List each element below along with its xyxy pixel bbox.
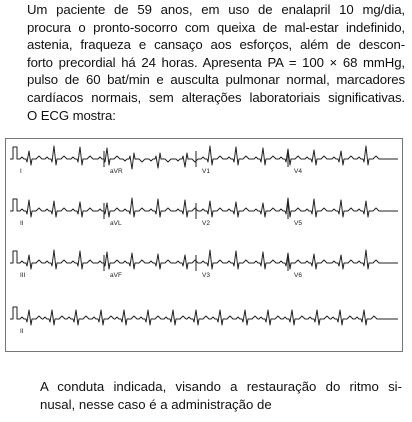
lead-label: II xyxy=(20,328,24,335)
lead-label: V3 xyxy=(202,272,210,279)
case-line: forto precordial há 24 horas. Apresenta PA = 100 × 68 mmHg, xyxy=(27,54,405,70)
lead-label: I xyxy=(20,168,22,175)
lead-label: V4 xyxy=(294,168,302,175)
lead-label: II xyxy=(20,220,24,227)
ecg-trace xyxy=(10,250,398,269)
question-line: A conduta indicada, visando a restauração do ritmo si- xyxy=(40,379,402,394)
lead-label: V5 xyxy=(294,220,302,227)
ecg-trace xyxy=(10,198,398,217)
ecg-trace xyxy=(10,146,398,169)
question-text xyxy=(40,378,402,413)
ecg-svg xyxy=(6,139,402,351)
case-line: cardíacos normais, sem alterações laboratoriais significativas. xyxy=(27,89,405,105)
lead-label: V6 xyxy=(294,272,302,279)
ecg-tracing xyxy=(5,138,403,352)
case-line: procura o pronto-socorro com queixa de mal-estar indefinido, xyxy=(27,19,405,35)
case-line: astenia, fraqueza e cansaço aos esforços, além de descon- xyxy=(27,37,405,53)
lead-label: aVF xyxy=(110,272,122,279)
case-line: O ECG mostra: xyxy=(27,107,116,123)
ecg-trace xyxy=(10,307,398,325)
lead-label: aVR xyxy=(110,168,123,175)
lead-label: V2 xyxy=(202,220,210,227)
question-line: nusal, nesse caso é a administração de xyxy=(40,396,272,412)
case-description xyxy=(27,1,405,124)
lead-label: aVL xyxy=(110,220,122,227)
case-line: Um paciente de 59 anos, em uso de enalapril 10 mg/dia, xyxy=(27,2,405,17)
lead-label: III xyxy=(20,272,26,279)
case-line: pulso de 60 bat/min e ausculta pulmonar normal, marcadores xyxy=(27,72,405,88)
lead-label: V1 xyxy=(202,168,210,175)
